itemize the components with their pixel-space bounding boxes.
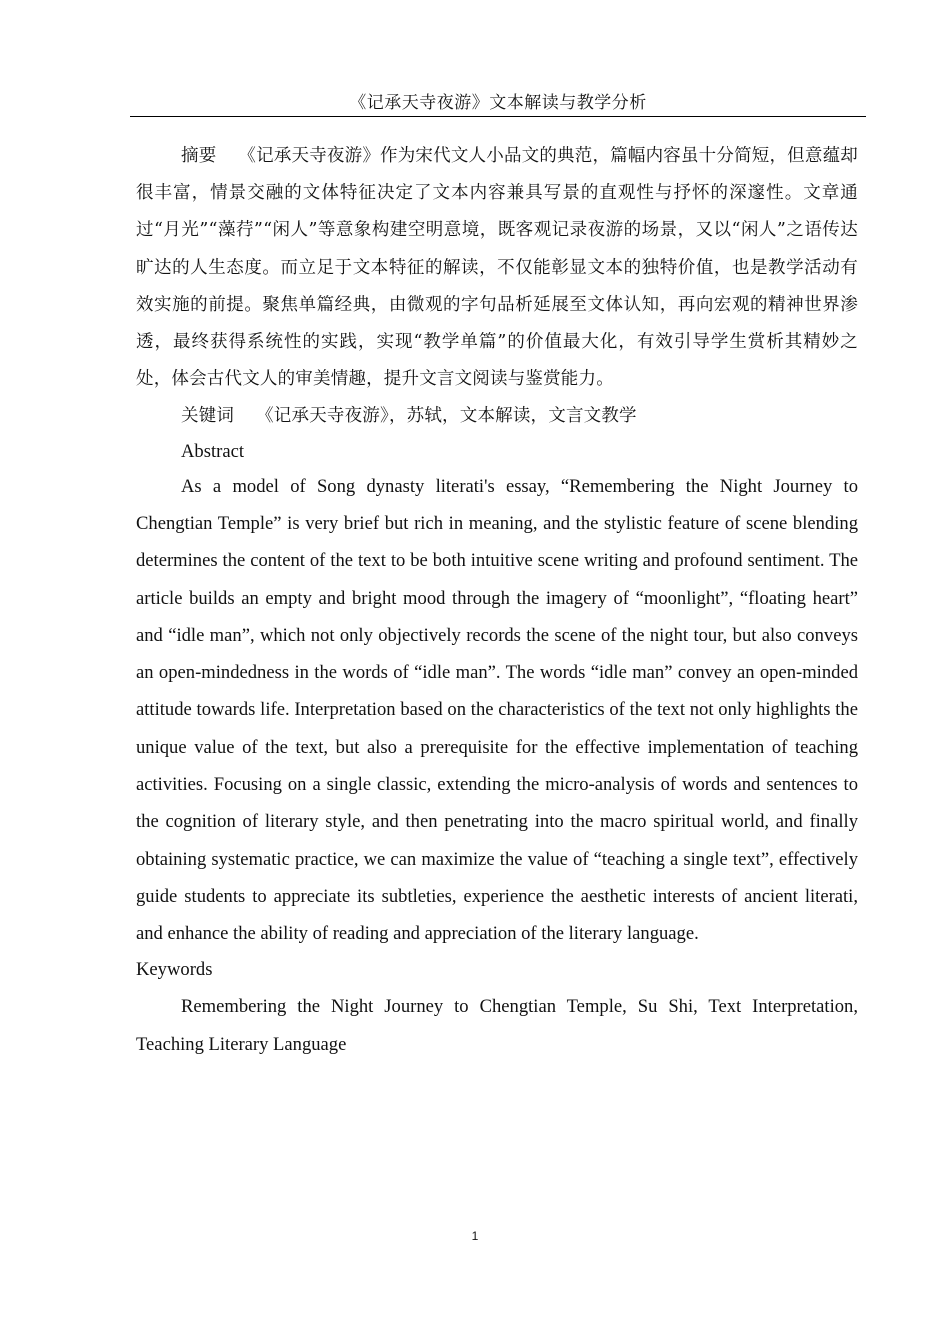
english-keywords-text: Remembering the Night Journey to Chengtian Temple, Su Shi, Text Interpretation, Teaching Literary Language bbox=[136, 996, 858, 1055]
page-number: 1 bbox=[471, 1229, 479, 1243]
english-abstract-heading: Abstract bbox=[181, 440, 244, 462]
chinese-keywords-text: 《记承天寺夜游》，苏轼，文本解读，文言文教学 bbox=[256, 406, 637, 427]
chinese-abstract-paragraph bbox=[136, 138, 858, 398]
chinese-abstract-label: 摘要 bbox=[181, 146, 217, 166]
english-keywords-heading: Keywords bbox=[136, 959, 213, 981]
header-divider bbox=[130, 116, 866, 117]
chinese-abstract-text: 《记承天寺夜游》作为宋代文人小品文的典范，篇幅内容虽十分简短，但意蕴却很丰富，情景交融的文体特征决定了文本内容兼具写景的直观性与抒怀的深邃性。文章通过“月光”“藻荇”“闲人”等意象构建空明意境，既客观记录夜游的场景，又以“闲人”之语传达旷达的人生态度。而立足于文本特征的解读，不仅能彰显文本的独特价值，也是教学活动有效实施的前提。聚焦单篇经典，由微观的字句品析延展至文体认知，再向宏观的精神世界渗透，最终获得系统性的实践，实现“教学单篇”的价值最大化，有效引导学生赏析其精妙之处，体会古代文人的审美情趣，提升文言文阅读与鉴赏能力。 bbox=[136, 146, 858, 390]
abstract-content bbox=[136, 138, 858, 1063]
chinese-keywords-label: 关键词 bbox=[181, 406, 235, 427]
english-abstract-text: As a model of Song dynasty literati's essay, “Remembering the Night Journey to Chengtian Temple” is very brief but rich in meaning, and the stylistic feature of scene blending determines the content of the text to be both intuitive scene writing and profound sentiment. The article builds an empty and bright mood through the imagery of “moonlight”, “floating heart” and “idle man”, which not only objectively records the scene of the night tour, but also conveys an open-mindedness in the words of “idle man”. The words “idle man” convey an open-minded attitude towards life. Interpretation based on the characteristics of the text not only highlights the unique value of the text, but also a prerequisite for the effective implementation of teaching activities. Focusing on a single classic, extending the micro-analysis of words and sentences to the cognition of literary style, and then penetrating into the macro spiritual world, and finally obtaining systematic practice, we can maximize the value of “teaching a single text”, effectively guide students to appreciate its subtleties, experience the aesthetic interests of ancient literati, and enhance the ability of reading and appreciation of the literary language. bbox=[136, 475, 858, 945]
running-header: 《记承天寺夜游》文本解读与教学分析 bbox=[349, 93, 647, 113]
chinese-keywords-paragraph bbox=[136, 398, 858, 435]
